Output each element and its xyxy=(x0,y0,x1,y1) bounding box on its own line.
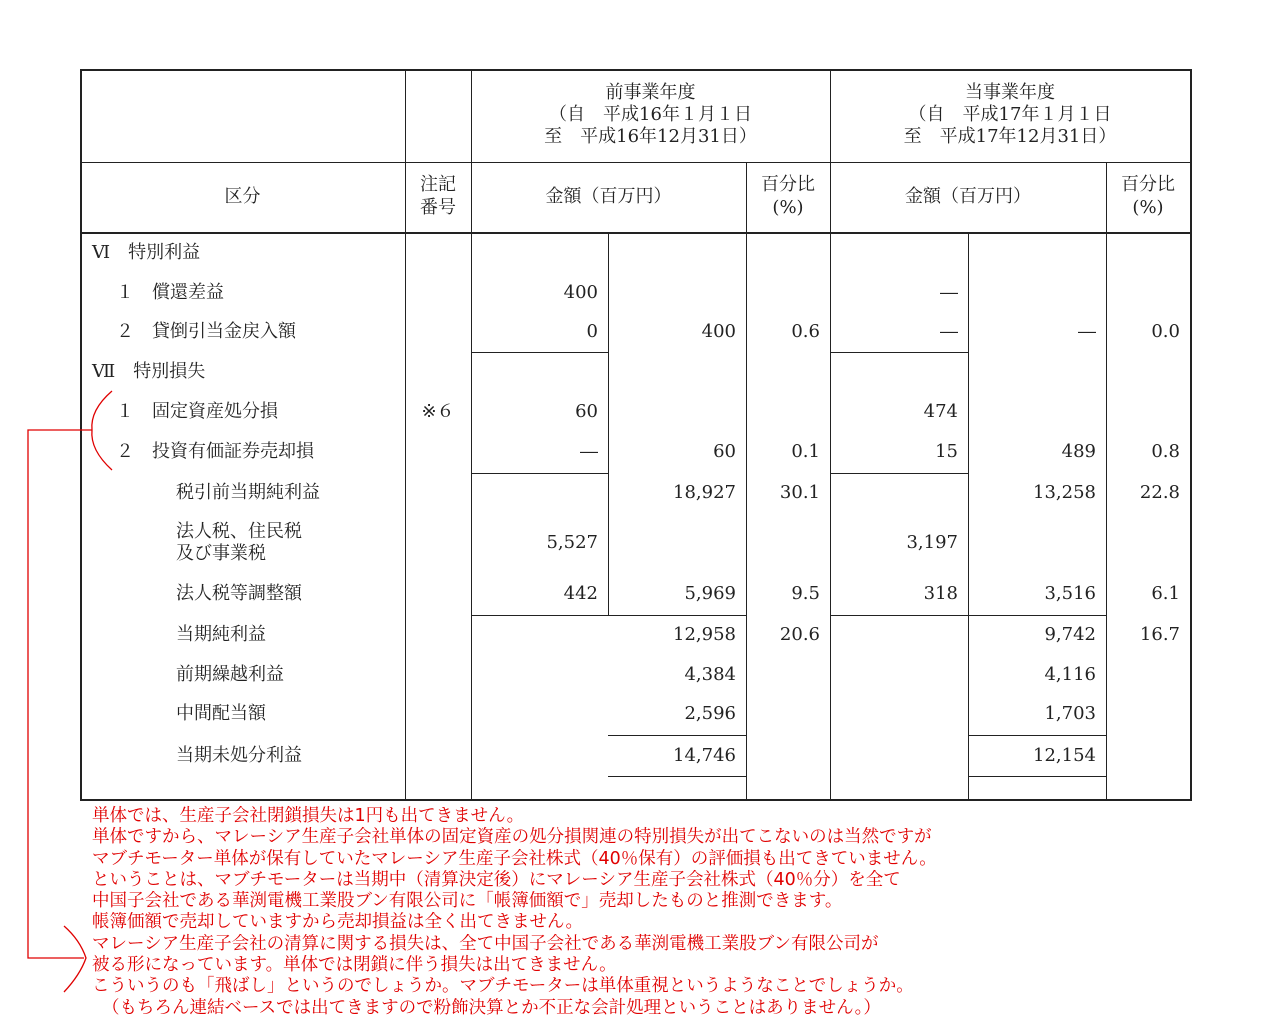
row-label: １ 償還差益 xyxy=(116,282,224,303)
row-prev-pct: 0.6 xyxy=(791,321,820,342)
row-prev-detail: 400 xyxy=(563,282,598,303)
prev-year-to: 至 平成16年12月31日） xyxy=(544,126,757,147)
row-prev-total: 12,958 xyxy=(673,624,736,645)
row-label: ２ 貸倒引当金戻入額 xyxy=(116,321,296,342)
row-curr-pct: 0.0 xyxy=(1151,321,1180,342)
row-curr-detail: 318 xyxy=(923,583,958,604)
row-prev-total: 2,596 xyxy=(684,703,736,724)
row-curr-total: 9,742 xyxy=(1044,624,1096,645)
note-line: 帳簿価額で売却していますから売却損益は全く出てきません。 xyxy=(92,912,584,933)
curr-year-to: 至 平成17年12月31日） xyxy=(903,126,1117,147)
row-curr-total: 12,154 xyxy=(1033,745,1096,766)
row-curr-detail: 15 xyxy=(935,441,958,462)
row-curr-pct: 22.8 xyxy=(1139,482,1180,503)
row-prev-detail: 60 xyxy=(575,401,598,422)
row-prev-total: 4,384 xyxy=(684,664,736,685)
row-prev-pct: 30.1 xyxy=(779,482,820,503)
col-note-header-line1: 注記 xyxy=(420,174,456,195)
row-prev-detail: 0 xyxy=(586,321,598,342)
row-prev-detail: 5,527 xyxy=(546,532,598,553)
row-curr-total: 13,258 xyxy=(1033,482,1096,503)
row-label: Ⅵ 特別利益 xyxy=(92,242,201,263)
col-amount-curr-header: 金額（百万円） xyxy=(905,186,1031,207)
col-category-header: 区分 xyxy=(224,186,261,207)
note-line: ということは、マブチモーターは当期中（清算決定後）にマレーシア生産子会社株式（40％分）を全て xyxy=(92,869,901,890)
col-note-header-line2: 番号 xyxy=(420,197,456,218)
note-line: マブチモーター単体が保有していたマレーシア生産子会社株式（40％保有）の評価損も出てきていません。 xyxy=(92,848,937,869)
col-pct-curr-header-line1: 百分比 xyxy=(1121,174,1175,195)
row-label: ２ 投資有価証券売却損 xyxy=(116,441,314,462)
row-label: 当期純利益 xyxy=(176,624,266,645)
row-prev-detail: ― xyxy=(580,441,598,462)
note-line: 中国子会社である華渕電機工業股ブン有限公司に「帳簿価額で」売却したものと推測できます。 xyxy=(92,891,843,912)
note-line: マレーシア生産子会社の清算に関する損失は、全て中国子会社である華渕電機工業股ブン有限公司が xyxy=(92,933,879,954)
note-line: 被る形になっています。単体では閉鎖に伴う損失は出てきません。 xyxy=(92,955,617,976)
row-label: 当期未処分利益 xyxy=(176,745,302,766)
row-curr-total: 3,516 xyxy=(1044,583,1096,604)
col-pct-curr-header-line2: (%) xyxy=(1132,197,1164,218)
col-pct-prev-header-line1: 百分比 xyxy=(761,174,815,195)
note-line: 単体では、生産子会社閉鎖損失は1円も出てきません。 xyxy=(92,806,525,826)
row-prev-pct: 0.1 xyxy=(791,441,820,462)
row-curr-detail: 3,197 xyxy=(906,532,958,553)
row-curr-total: 489 xyxy=(1061,441,1096,462)
curr-year-title: 当事業年度 xyxy=(965,82,1055,103)
row-prev-total: 18,927 xyxy=(673,482,736,503)
row-prev-detail: 442 xyxy=(563,583,598,604)
row-label: 法人税等調整額 xyxy=(176,583,302,604)
row-curr-pct: 0.8 xyxy=(1151,441,1180,462)
row-prev-total: 400 xyxy=(701,321,736,342)
row-curr-pct: 16.7 xyxy=(1139,624,1180,645)
row-curr-detail: ― xyxy=(940,321,958,342)
note-line: 単体ですから、マレーシア生産子会社単体の固定資産の処分損関連の特別損失が出てこないのは当然ですが xyxy=(92,827,932,848)
row-note-ref: ※６ xyxy=(421,401,455,422)
note-line: （もちろん連結ベースでは出てきますので粉飾決算とか不正な会計処理ということはありません。） xyxy=(102,997,881,1018)
row-curr-total: ― xyxy=(1078,321,1096,342)
prev-year-title: 前事業年度 xyxy=(605,82,696,103)
row-label: １ 固定資産処分損 xyxy=(116,401,278,422)
row-prev-pct: 20.6 xyxy=(779,624,820,645)
prev-year-from: （自 平成16年１月１日 xyxy=(549,104,752,125)
row-curr-total: 1,703 xyxy=(1044,703,1096,724)
row-curr-pct: 6.1 xyxy=(1151,583,1180,604)
row-curr-detail: ― xyxy=(940,282,958,303)
row-prev-pct: 9.5 xyxy=(791,583,820,604)
row-label: 税引前当期純利益 xyxy=(176,482,320,503)
row-label: Ⅶ 特別損失 xyxy=(92,361,206,382)
row-label: 前期繰越利益 xyxy=(176,664,284,685)
col-amount-prev-header: 金額（百万円） xyxy=(545,186,672,207)
commentary-notes xyxy=(92,806,1262,1019)
col-pct-prev-header-line2: (%) xyxy=(772,197,804,218)
row-prev-total: 14,746 xyxy=(673,745,736,766)
row-prev-total: 5,969 xyxy=(684,583,736,604)
row-label: 法人税、住民税 xyxy=(176,521,302,542)
curr-year-from: （自 平成17年１月１日 xyxy=(908,104,1112,125)
row-curr-detail: 474 xyxy=(923,401,958,422)
row-curr-total: 4,116 xyxy=(1044,664,1096,685)
row-label-line2: 及び事業税 xyxy=(176,543,266,564)
row-prev-total: 60 xyxy=(713,441,736,462)
row-label: 中間配当額 xyxy=(176,703,266,724)
note-line: こういうのも「飛ばし」というのでしょうか。マブチモーターは単体重視というようなことでしょうか。 xyxy=(92,976,914,997)
